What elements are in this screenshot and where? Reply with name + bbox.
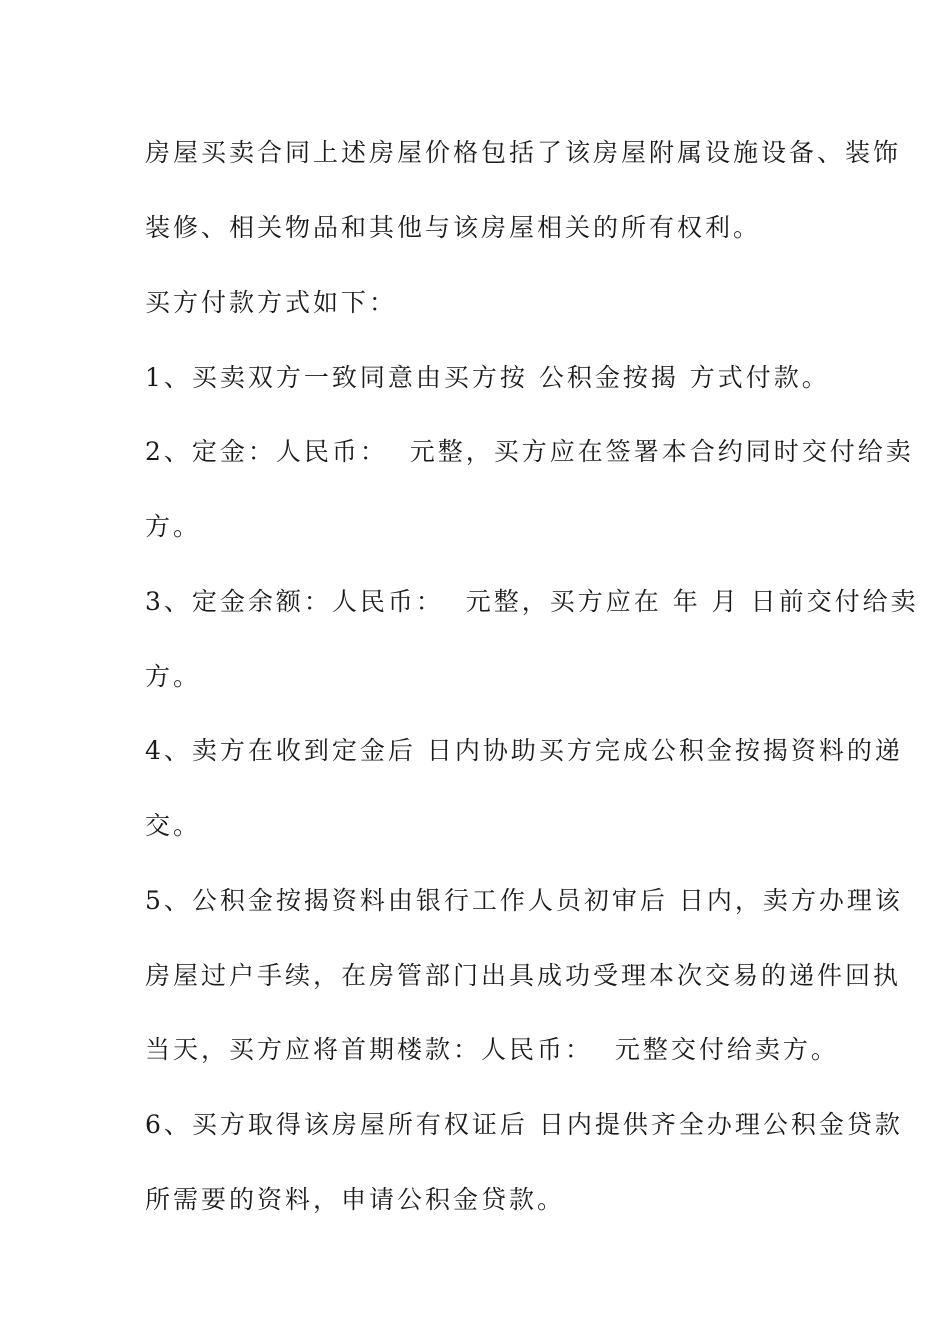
clause-2-cont: 方。 xyxy=(145,512,202,541)
paragraph-price-includes: 房屋买卖合同上述房屋价格包括了该房屋附属设施设备、装饰 xyxy=(145,138,902,167)
clause-4: 4、卖方在收到定金后 日内协助买方完成公积金按揭资料的递 xyxy=(145,736,903,765)
clause-1: 1、买卖双方一致同意由买方按 公积金按揭 方式付款。 xyxy=(145,363,830,392)
clause-3: 3、定金余额：人民币： 元整，买方应在 年 月 日前交付给卖 xyxy=(145,587,919,616)
clause-2: 2、定金：人民币： 元整，买方应在签署本合约同时交付给卖 xyxy=(145,437,914,466)
paragraph-price-includes-cont: 装修、相关物品和其他与该房屋相关的所有权利。 xyxy=(145,213,762,242)
clause-5-cont-1: 房屋过户手续，在房管部门出具成功受理本次交易的递件回执 xyxy=(145,961,902,990)
clause-6: 6、买方取得该房屋所有权证后 日内提供齐全办理公积金贷款 xyxy=(145,1110,903,1139)
payment-method-heading: 买方付款方式如下： xyxy=(145,288,398,317)
clause-6-cont: 所需要的资料，申请公积金贷款。 xyxy=(145,1185,566,1214)
clause-5: 5、公积金按揭资料由银行工作人员初审后 日内，卖方办理该 xyxy=(145,886,903,915)
clause-3-cont: 方。 xyxy=(145,662,202,691)
clause-5-cont-2: 当天，买方应将首期楼款：人民币： 元整交付给卖方。 xyxy=(145,1035,839,1064)
clause-4-cont: 交。 xyxy=(145,811,202,840)
